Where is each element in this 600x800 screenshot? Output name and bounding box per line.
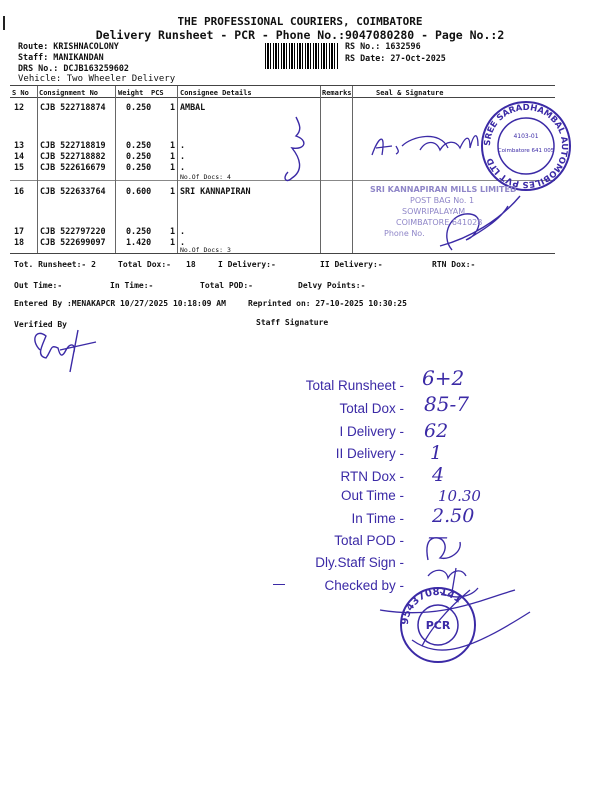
- row-weight: 0.250: [126, 151, 152, 161]
- row-weight: 0.250: [126, 102, 152, 112]
- total-dox-value: 18: [186, 260, 196, 269]
- row-weight: 1.420: [126, 237, 152, 247]
- docs-count: No.Of Docs: 3: [180, 246, 231, 254]
- row-sno: 13: [14, 140, 25, 150]
- summary-label-checked-by: Checked by -: [324, 578, 404, 593]
- summary-value-total-pod: —: [428, 524, 448, 548]
- stamp-line: COIMBATORE 641028: [396, 218, 483, 227]
- row-pcs: 1: [170, 237, 176, 247]
- rs-number: RS No.: 1632596: [345, 41, 421, 51]
- seal-center: Coimbatore 641 005: [497, 148, 555, 154]
- summary-label-staff-sign: Dly.Staff Sign -: [315, 555, 404, 570]
- svg-text:SREE SARADHAMBAL AUTOMOBILES P: [483, 103, 569, 189]
- seal-ring-text: SREE SARADHAMBAL AUTOMOBILES PVT LTD: [482, 102, 570, 190]
- row-pcs: 1: [170, 151, 176, 161]
- summary-label-total-runsheet: Total Runsheet -: [305, 378, 404, 393]
- seal-code: 4103-01: [513, 133, 539, 140]
- row-weight: 0.600: [126, 186, 152, 196]
- row-sno: 18: [14, 237, 25, 247]
- staff-label: Staff: MANIKANDAN: [18, 52, 104, 62]
- pcr-seal-ring-text: 9543708141: [399, 586, 464, 626]
- col-header-weight: Weight: [118, 89, 144, 97]
- col-header-seal: Seal & Signature: [376, 89, 444, 97]
- row-sno: 15: [14, 162, 25, 172]
- handwritten-verified-signature: [35, 330, 96, 372]
- row-consignment: CJB 522718819: [40, 140, 106, 150]
- pcr-seal-center: PCR: [425, 619, 451, 632]
- row-consignment: CJB 522797220: [40, 226, 106, 236]
- in-time-label: In Time:-: [110, 281, 154, 290]
- summary-value-rtn-dox: 4: [432, 464, 445, 486]
- summary-value-out-time: 10.30: [438, 487, 481, 505]
- pcr-round-seal: [398, 585, 478, 665]
- docs-count: No.Of Docs: 4: [180, 173, 231, 181]
- i-delivery-label: I Delivery:-: [218, 260, 276, 269]
- col-header-consignee: Consignee Details: [180, 89, 252, 97]
- route-label: Route: KRISHNACOLONY: [18, 41, 119, 51]
- row-consignee: AMBAL: [180, 102, 206, 112]
- out-time-label: Out Time:-: [14, 281, 63, 290]
- row-pcs: 1: [170, 140, 176, 150]
- col-header-pcs: PCS: [151, 89, 164, 97]
- ii-delivery-label: II Delivery:-: [320, 260, 383, 269]
- vehicle-label: Vehicle: Two Wheeler Delivery: [18, 74, 176, 84]
- summary-value-total-dox: 85-7: [424, 392, 469, 416]
- row-consignee: SRI KANNAPIRAN: [180, 186, 251, 196]
- stamp-line: POST BAG No. 1: [410, 196, 475, 205]
- row-consignment: CJB 522633764: [40, 186, 106, 196]
- row-consignment: CJB 522616679: [40, 162, 106, 172]
- verified-by-label: Verified By: [14, 320, 67, 329]
- total-dox-label: Total Dox:-: [118, 260, 171, 269]
- handwritten-signature-ambal: [372, 136, 478, 155]
- company-title: THE PROFESSIONAL COURIERS, COIMBATORE: [177, 15, 423, 28]
- row-sno: 14: [14, 151, 25, 161]
- rtn-dox-label: RTN Dox:-: [432, 260, 476, 269]
- company-rect-stamp: [370, 184, 550, 239]
- row-consignee: .: [180, 140, 186, 150]
- row-consignment: CJB 522699097: [40, 237, 106, 247]
- row-weight: 0.250: [126, 226, 152, 236]
- row-pcs: 1: [170, 226, 176, 236]
- round-company-seal: [480, 100, 572, 192]
- summary-label-in-time: In Time -: [351, 511, 404, 526]
- row-weight: 0.250: [126, 140, 152, 150]
- row-weight: 0.250: [126, 162, 152, 172]
- stamp-line: SRI KANNAPIRAN MILLS LIMITED: [370, 185, 517, 194]
- reprinted-on: Reprinted on: 27-10-2025 10:30:25: [248, 299, 407, 308]
- handwritten-mark-ambal: [285, 117, 304, 180]
- summary-label-rtn-dox: RTN Dox -: [340, 469, 404, 484]
- row-consignee: .: [180, 162, 186, 172]
- row-sno: 16: [14, 186, 25, 196]
- summary-value-total-runsheet: 6+2: [422, 366, 465, 390]
- row-sno: 17: [14, 226, 25, 236]
- row-consignee: .: [180, 226, 186, 236]
- summary-value-i-delivery: 62: [424, 420, 449, 442]
- entered-by: Entered By :MENAKAPCR 10/27/2025 10:18:09 AM: [14, 299, 226, 308]
- row-consignee: .: [180, 151, 186, 161]
- col-header-remarks: Remarks: [322, 89, 352, 97]
- check-tick: [273, 584, 285, 585]
- tot-runsheet: Tot. Runsheet:- 2: [14, 260, 96, 269]
- staff-signature-label: Staff Signature: [256, 318, 329, 327]
- rs-date: RS Date: 27-Oct-2025: [345, 53, 446, 63]
- row-pcs: 1: [170, 162, 176, 172]
- summary-label-i-delivery: I Delivery -: [339, 424, 404, 439]
- row-consignment: CJB 522718882: [40, 151, 106, 161]
- row-sno: 12: [14, 102, 25, 112]
- delvy-points-label: Delvy Points:-: [298, 281, 366, 290]
- stamp-line: Phone No.: [384, 229, 425, 238]
- runsheet-subtitle: Delivery Runsheet - PCR - Phone No.:9047080280 - Page No.:2: [95, 28, 505, 42]
- summary-label-total-pod: Total POD -: [334, 533, 404, 548]
- drs-label: DRS No.: DCJB163259602: [18, 63, 129, 73]
- summary-label-out-time: Out Time -: [340, 488, 404, 503]
- total-pod-label: Total POD:-: [200, 281, 253, 290]
- summary-value-ii-delivery: 1: [430, 442, 443, 464]
- row-pcs: 1: [170, 102, 176, 112]
- summary-label-ii-delivery: II Delivery -: [335, 446, 404, 461]
- col-header-consignment: Consignment No: [39, 89, 99, 97]
- row-consignment: CJB 522718874: [40, 102, 106, 112]
- row-consignee: .: [180, 237, 186, 247]
- col-header-sno: S No: [12, 89, 29, 97]
- stamp-line: SOWRIPALAYAM: [402, 207, 466, 216]
- summary-value-in-time: 2.50: [432, 505, 475, 527]
- row-pcs: 1: [170, 186, 176, 196]
- summary-label-total-dox: Total Dox -: [339, 401, 404, 416]
